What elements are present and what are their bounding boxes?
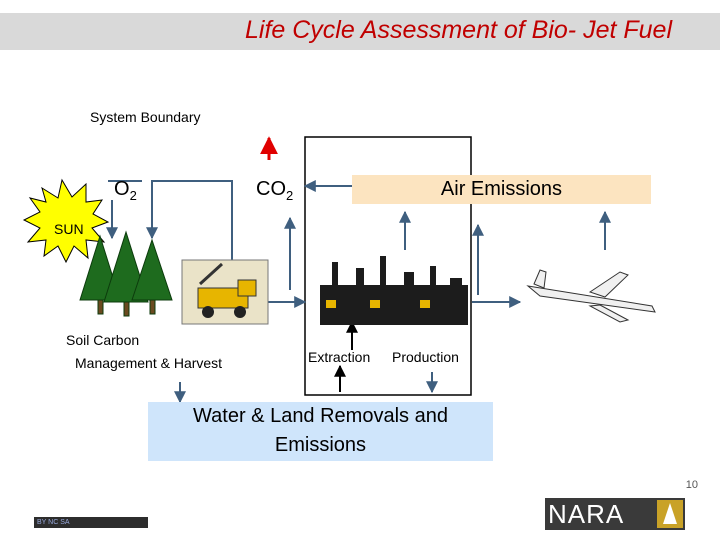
jet-illustration	[528, 270, 655, 322]
soil-carbon-label: Soil Carbon	[66, 332, 140, 348]
production-label: Production	[392, 349, 459, 365]
sun-label: SUN	[54, 221, 84, 237]
extraction-label: Extraction	[308, 349, 371, 365]
system-boundary-label: System Boundary	[90, 109, 201, 125]
harvest-truck-illustration	[182, 260, 268, 324]
nara-logo-text: NARA	[548, 499, 625, 529]
slide-title: Life Cycle Assessment of Bio- Jet Fuel	[244, 16, 672, 44]
air-emissions-box: Air Emissions	[352, 175, 651, 204]
water-land-box: Water & Land Removals and Emissions	[148, 402, 493, 461]
factory-illustration	[320, 256, 468, 325]
o2-label: $O_2$	[114, 178, 137, 203]
management-harvest-label: Management & Harvest	[75, 355, 223, 371]
license-text: BY NC SA	[37, 519, 70, 526]
tree-icon	[657, 500, 683, 528]
trees-illustration	[80, 232, 172, 316]
page-number: 10	[685, 479, 698, 491]
co2-label: $CO_2$	[256, 178, 294, 203]
